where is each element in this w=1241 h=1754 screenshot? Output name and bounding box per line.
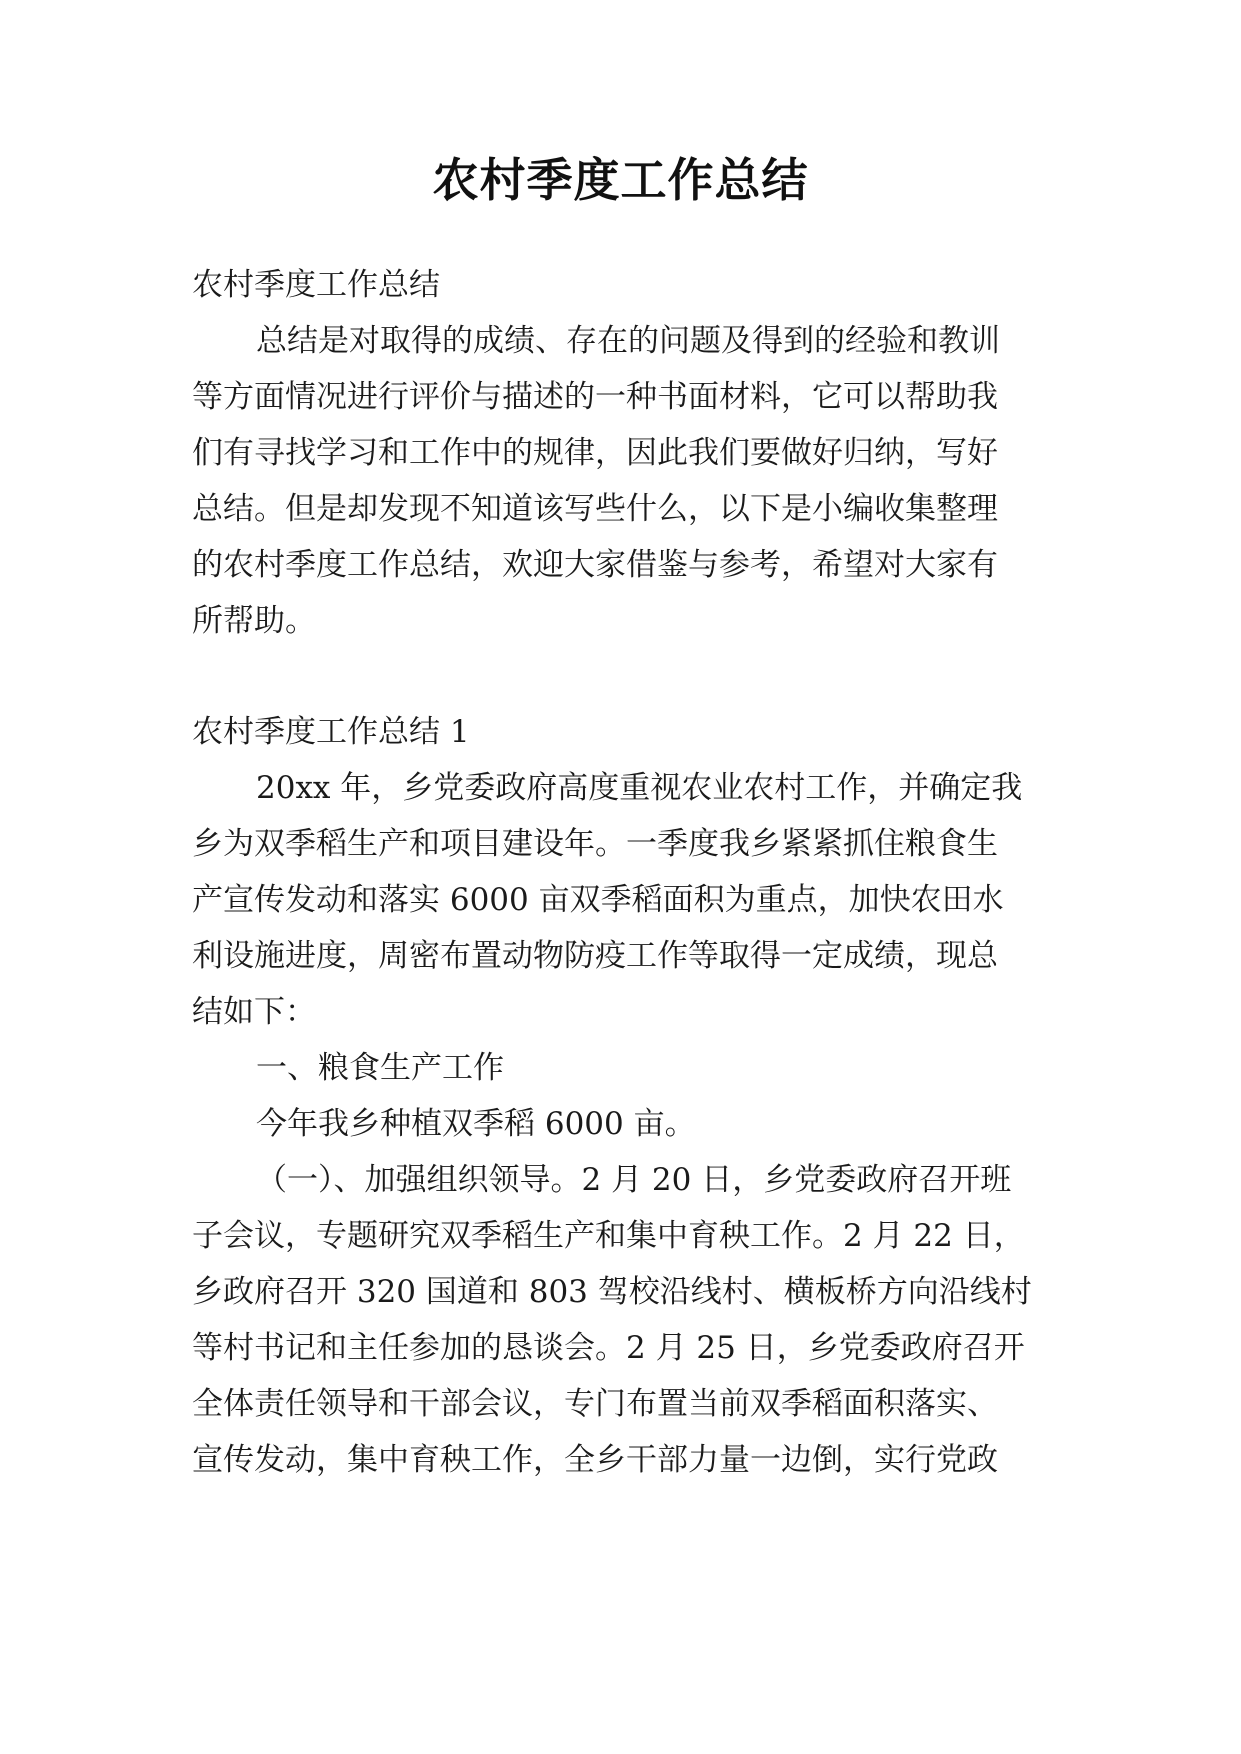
paragraph-line: 产宣传发动和落实 6000 亩双季稻面积为重点，加快农田水: [192, 882, 1004, 918]
paragraph-line: 总结。但是却发现不知道该写些什么，以下是小编收集整理: [192, 491, 998, 527]
paragraph-line: 乡政府召开 320 国道和 803 驾校沿线村、横板桥方向沿线村: [192, 1274, 1032, 1310]
paragraph-line: 20xx 年，乡党委政府高度重视农业农村工作，并确定我: [256, 770, 1023, 806]
paragraph-line: 的农村季度工作总结，欢迎大家借鉴与参考，希望对大家有: [192, 547, 998, 583]
paragraph-line: 结如下：: [192, 994, 316, 1030]
paragraph-line: 乡为双季稻生产和项目建设年。一季度我乡紧紧抓住粮食生: [192, 826, 998, 862]
paragraph-line: 等方面情况进行评价与描述的一种书面材料，它可以帮助我: [192, 379, 998, 415]
document-title: 农村季度工作总结: [432, 153, 809, 207]
paragraph-line: 宣传发动，集中育秧工作，全乡干部力量一边倒，实行党政: [192, 1442, 998, 1478]
paragraph-line: 子会议，专题研究双季稻生产和集中育秧工作。2 月 22 日，: [192, 1218, 1025, 1254]
paragraph-line: （一）、加强组织领导。2 月 20 日，乡党委政府召开班: [256, 1162, 1012, 1198]
paragraph-line: 全体责任领导和干部会议，专门布置当前双季稻面积落实、: [192, 1386, 998, 1422]
section-heading: 农村季度工作总结: [192, 267, 440, 303]
paragraph-line: 利设施进度，周密布置动物防疫工作等取得一定成绩，现总: [192, 938, 998, 974]
paragraph-line: 等村书记和主任参加的恳谈会。2 月 25 日，乡党委政府召开: [192, 1330, 1025, 1366]
subsection-heading: 一、粮食生产工作: [256, 1050, 504, 1086]
paragraph-line: 今年我乡种植双季稻 6000 亩。: [256, 1106, 696, 1142]
paragraph-line: 们有寻找学习和工作中的规律，因此我们要做好归纳，写好: [192, 435, 998, 471]
paragraph-line: 总结是对取得的成绩、存在的问题及得到的经验和教训: [256, 323, 1000, 359]
section-heading: 农村季度工作总结 1: [192, 714, 470, 750]
paragraph-line: 所帮助。: [192, 603, 316, 639]
